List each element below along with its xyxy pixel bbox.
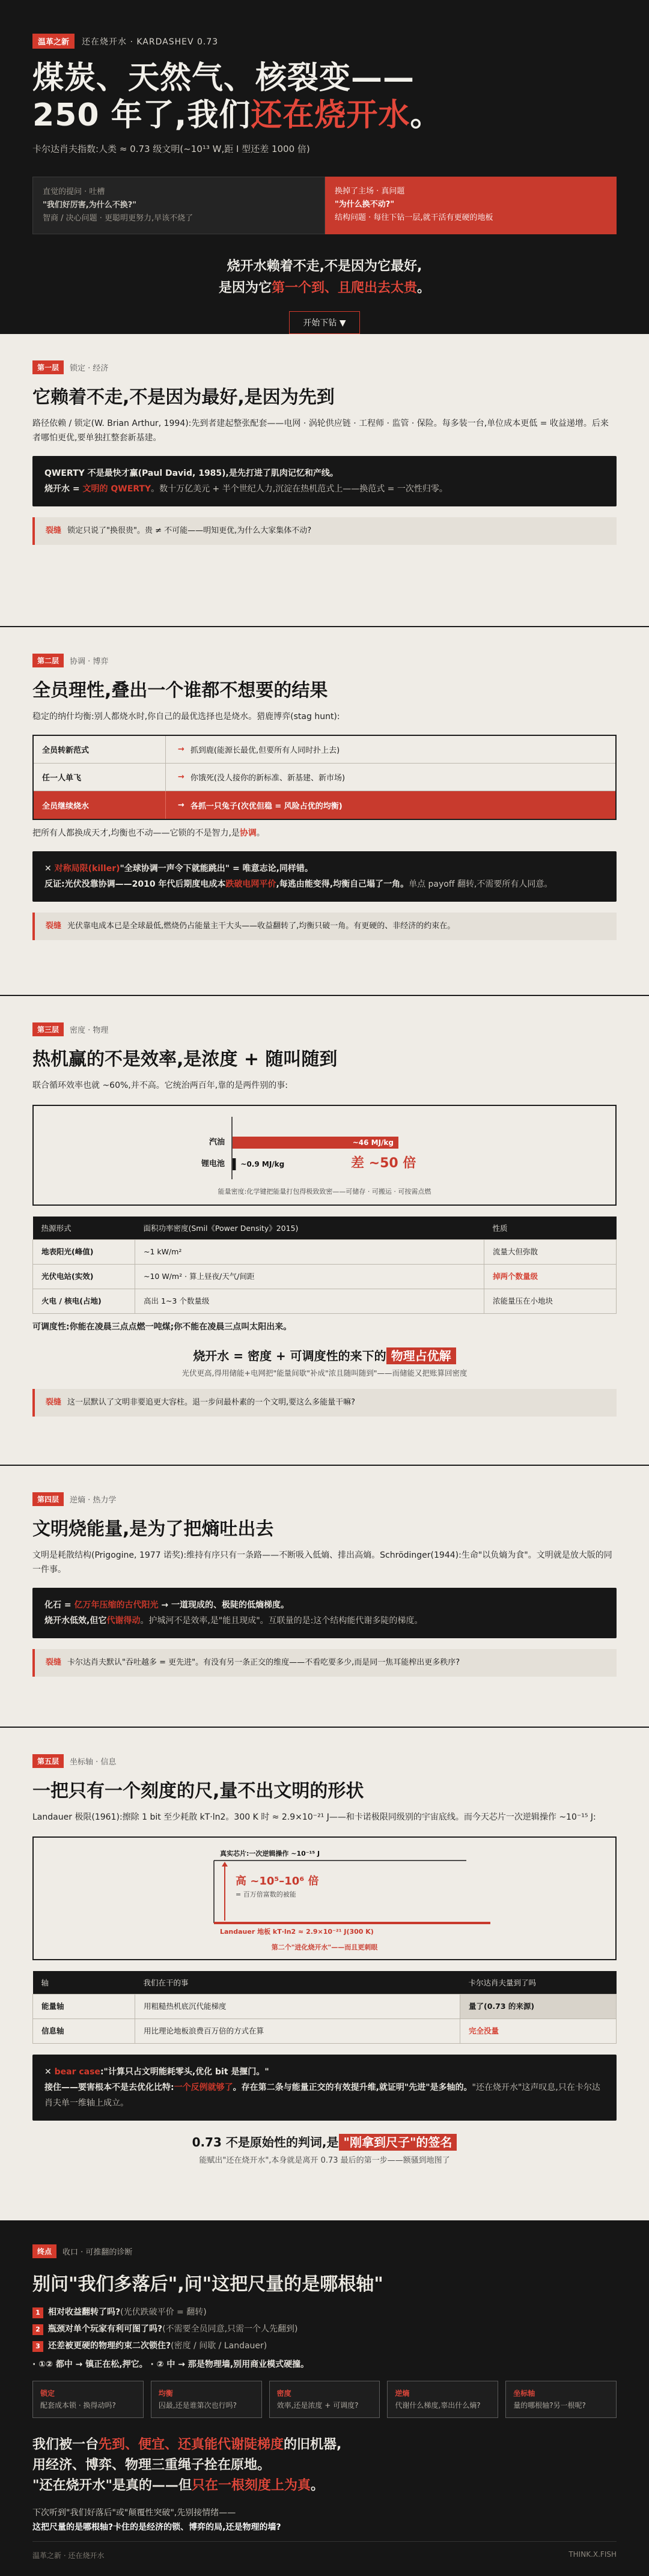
crack-text: 卡尔达肖夫默认"吞吐越多 = 更先进"。有没有另一条正交的维度——不看吃要多少,而是同一焦耳能榨出更多秩序? xyxy=(67,1658,460,1667)
col-header: 面积功率密度(Smil《Power Density》2015) xyxy=(135,1217,484,1240)
gap-multiplier: 高 ~10⁵–10⁶ 倍 xyxy=(236,1875,319,1888)
claim1-post: 的旧机器, xyxy=(284,2437,342,2452)
section-tag xyxy=(32,1022,617,1036)
bar-value-battery: ~0.9 MJ/kg xyxy=(240,1160,285,1168)
cross-icon: ✕ xyxy=(44,864,55,873)
row-choice: 全员继续烧水 xyxy=(34,791,166,819)
final-kicker: 收口 · 可推翻的诊断 xyxy=(62,2248,133,2257)
arrow-right-icon: → xyxy=(178,745,184,754)
energy-density-svg xyxy=(34,1106,615,1204)
col-header: 热源形式 xyxy=(33,1217,135,1240)
cell-source: 光伏电站(实效) xyxy=(33,1265,135,1289)
start-drill-button[interactable]: 开始下钻 ▼ xyxy=(289,311,359,334)
panel-left-question: "我们好厉害,为什么不换?" xyxy=(43,201,137,210)
col-header: 我们在干的事 xyxy=(135,1971,460,1994)
table-row xyxy=(33,1265,617,1289)
cell-activity: 用比理论地板浪费百万倍的方式在算 xyxy=(135,2019,460,2044)
panel-right-note: 结构问题 · 每往下钻一层,就干活有更硬的地板 xyxy=(335,213,493,222)
coord-pre: 把所有人都换成天才,均衡也不动——它锁的不是智力,是 xyxy=(32,828,240,838)
counter2-post: ,每逃由能变得,均衡自己塌了一角。 xyxy=(276,879,409,889)
col-header: 轴 xyxy=(33,1971,135,1994)
section-lockin xyxy=(0,334,649,627)
question-item xyxy=(32,2304,617,2321)
card-desc: 量的哪根轴?另一根呢? xyxy=(513,2401,586,2410)
card-title: 锁定 xyxy=(40,2389,55,2398)
closing-pill: "刚拿到尺子"的签名 xyxy=(339,2134,457,2151)
section-title: 文明烧能量,是为了把熵吐出去 xyxy=(32,1519,274,1540)
layer-kicker: 逆熵 · 热力学 xyxy=(70,1496,117,1505)
final-note-line2: 这把尺量的是哪根轴?卡住的是经济的锁、博弈的局,还是物理的墙? xyxy=(32,2523,281,2532)
cross-icon: ✕ xyxy=(44,2067,55,2077)
hero-title-end: 。 xyxy=(410,97,442,133)
cell-axis: 信息轴 xyxy=(33,2019,135,2044)
cell-axis: 能量轴 xyxy=(33,1994,135,2019)
qwerty-box xyxy=(32,456,617,506)
final-note xyxy=(32,2506,617,2535)
layer-card xyxy=(505,2381,617,2418)
card-desc: 囚最,还是谁第次也行吗? xyxy=(158,2401,237,2410)
crack-text: 这一层默认了文明非要追更大容柱。退一步问最朴素的一个文明,要这么多能量干嘛? xyxy=(67,1398,356,1407)
chart-caption: 能量密度:化学键把能量打包得极致致密——可储存 · 可搬运 · 可按需点燃 xyxy=(218,1188,431,1195)
claim-post: 。 xyxy=(417,281,431,296)
counter2-thin: 单点 payoff 翻转,不需要所有人同意。 xyxy=(409,879,553,889)
bear2-highlight: 一个反例就够了 xyxy=(174,2083,233,2092)
hero-claim-line2 xyxy=(32,278,617,299)
bear-line2 xyxy=(44,2080,605,2111)
bear2-pre: 接住——要害根本不是去优化比特: xyxy=(44,2083,174,2092)
final-note-line1: 下次听到"我们好落后"或"颠覆性突破",先别接情绪—— xyxy=(32,2508,236,2518)
claim-line1 xyxy=(32,2435,617,2455)
row-choice: 全员转新范式 xyxy=(34,736,166,763)
cell-nature: 掉两个数量级 xyxy=(484,1265,617,1289)
layer-badge: 第四层 xyxy=(32,1492,64,1506)
section-entropy xyxy=(0,1466,649,1728)
layer-kicker: 协调 · 博弈 xyxy=(70,657,109,666)
arrow-up-icon xyxy=(222,1862,228,1867)
gap-sub: = 百万倍富数的被能 xyxy=(236,1891,296,1898)
fossil-post: → 一道现成的、极陡的低熵梯度。 xyxy=(158,1600,289,1610)
hero-claim-line1: 烧开水赖着不走,不是因为它最好, xyxy=(227,259,422,274)
q1-text: 相对收益翻转了吗? xyxy=(48,2307,121,2317)
cell-nature: 浓能量压在小地块 xyxy=(484,1289,617,1314)
crack-text: 光伏靠电成本已是全球最低,燃烧仍占能量主干大头——收益翻转了,均衡只破一角。有更硬的、非经济的约束在。 xyxy=(67,922,456,931)
cell-density: ~10 W/m² · 算上昼夜/天气/间距 xyxy=(135,1265,484,1289)
hero-tag: 温革之新 xyxy=(32,34,75,49)
section-equilibrium xyxy=(0,627,649,996)
section-title: 它赖着不走,不是因为最好,是因为先到 xyxy=(32,387,335,408)
hero-tagline xyxy=(32,34,617,49)
claim3-highlight: 只在一根刻度上为真 xyxy=(191,2478,311,2493)
closing-text: 0.73 不是原始性的判词,是 xyxy=(192,2135,339,2149)
section-paragraph: 联合循环效率也就 ~60%,并不高。它统治两百年,靠的是两件别的事: xyxy=(32,1081,288,1090)
crack-label: 裂缝 xyxy=(46,922,62,931)
row-choice: 任一人单飞 xyxy=(34,764,166,791)
crack-callout xyxy=(32,1389,617,1417)
section-paragraph: 稳定的纳什均衡:别人都烧水时,你自己的最优选择也是烧水。猎鹿博弈(stag hunt): xyxy=(32,712,340,721)
panel-left-label: 直觉的提问 · 吐槽 xyxy=(43,187,105,196)
formula-text: 烧开水 = 密度 + 可调度性的来下的 xyxy=(193,1349,386,1363)
layer-cards xyxy=(32,2381,617,2418)
section-title: 热机赢的不是效率,是浓度 + 随叫随到 xyxy=(32,1049,338,1070)
footer-brand[interactable]: THINK.X.FISH xyxy=(568,2550,617,2559)
landauer-label: Landauer 地板 kT·ln2 ≈ 2.9×10⁻²¹ J(300 K) xyxy=(220,1928,374,1936)
bear2-thin: "还在烧开水"这声叹息,只在卡尔达肖夫单一维轴上成立。 xyxy=(44,2083,600,2108)
claim3-post: 。 xyxy=(310,2478,324,2493)
cell-density: ~1 kW/m² xyxy=(135,1240,484,1265)
table-row-highlight xyxy=(34,791,615,819)
qwerty-post: 。数十万亿美元 + 半个世纪人力,沉淀在热机范式上——换范式 = 一次性归零。 xyxy=(151,484,448,494)
formula xyxy=(32,1346,617,1364)
gap-label: 差 ~50 倍 xyxy=(351,1156,416,1171)
q2-note: (不需要全员同意,只需一个人先翻到) xyxy=(162,2324,298,2334)
closing-sub: 能赋出"还在烧开水",本身就是离开 0.73 最后的第一步——额骚到地图了 xyxy=(199,2156,450,2165)
card-desc: 配套成本锁 · 换得动吗? xyxy=(40,2401,116,2410)
power-density-table xyxy=(32,1217,617,1314)
coord-highlight: 协调 xyxy=(239,828,257,838)
energy-density-chart xyxy=(32,1105,617,1206)
layer-badge: 第三层 xyxy=(32,1022,64,1036)
cell-measured: 量了(0.73 的来源) xyxy=(460,1994,617,2019)
bar-value-gasoline: ~46 MJ/kg xyxy=(352,1138,394,1147)
formula-pill: 物理占优解 xyxy=(386,1347,456,1364)
landauer-diagram xyxy=(32,1836,617,1960)
hero-title-line2: 250 年了,我们 xyxy=(32,97,251,133)
counter-line1 xyxy=(44,861,605,876)
claim-line2: 用经济、博弈、物理三重绳子拴在原地。 xyxy=(32,2458,271,2473)
cell-measured: 完全没量 xyxy=(460,2019,617,2044)
diagnostic-questions xyxy=(32,2304,617,2354)
panel-left-note: 智商 / 决心问题 · 更聪明更努力,早该不烧了 xyxy=(43,214,193,223)
col-header: 性质 xyxy=(484,1217,617,1240)
landauer-svg xyxy=(34,1838,615,1959)
table-row xyxy=(33,1289,617,1314)
section-paragraph: 路径依赖 / 锁定(W. Brian Arthur, 1994):先到者建起整张配套——电网 · 涡轮供应链 · 工程师 · 监管 · 保险。每多装一台,单位成本更低 = 收益递增。后来者哪怕更优,要单独扛整套新基建。 xyxy=(32,419,609,443)
fossil2-post: 。护城河不是效率,是"能且现成"。互联量的是:这个结构能代谢多陡的梯度。 xyxy=(140,1616,423,1626)
layer-card xyxy=(151,2381,262,2418)
fossil2-highlight: 代谢得动 xyxy=(106,1616,141,1626)
bear-line1 xyxy=(44,2064,605,2080)
hero-kicker: 还在烧开水 · KARDASHEV 0.73 xyxy=(82,37,219,47)
layer-badge: 第五层 xyxy=(32,1754,64,1768)
crack-label: 裂缝 xyxy=(46,526,62,535)
decision-note: · ①② 都中 → 镇正在松,押它。 · ② 中 → 那是物理墙,别用商业模式硬撞。 xyxy=(32,2360,309,2369)
fossil-box xyxy=(32,1588,617,1638)
row-outcome xyxy=(166,800,343,811)
row-outcome xyxy=(166,771,345,783)
qwerty-pre: 烧开水 = xyxy=(44,484,83,494)
table-row xyxy=(33,1994,617,2019)
counterexample-box xyxy=(32,851,617,902)
fossil-highlight: 亿万年压缩的古代阳光 xyxy=(74,1600,159,1610)
q3-note: (密度 / 间歇 / Landauer) xyxy=(171,2341,267,2351)
table-header-row xyxy=(33,1217,617,1240)
section-tag xyxy=(32,2244,617,2258)
hero-button-wrap xyxy=(32,311,617,334)
coord-post: 。 xyxy=(256,828,265,838)
section-tag xyxy=(32,360,617,374)
final-section xyxy=(0,2220,649,2576)
claim-highlight: 第一个到、且爬出去太贵 xyxy=(271,281,417,296)
fossil-line2 xyxy=(44,1613,605,1629)
final-title: 别问"我们多落后",问"这把尺量的是哪根轴" xyxy=(32,2274,383,2295)
question-item xyxy=(32,2338,617,2354)
hero-subtitle: 卡尔达肖夫指数:人类 ≈ 0.73 级文明(~10¹³ W,距 I 型还差 1000 倍) xyxy=(32,144,310,154)
landauer-floor xyxy=(214,1922,490,1924)
table-row xyxy=(34,764,615,791)
table-row xyxy=(34,736,615,764)
row-outcome xyxy=(166,744,340,755)
row-outcome-text: 抓到鹿(能源长最优,但要所有人同时扑上去) xyxy=(190,746,340,755)
bear-case-box xyxy=(32,2055,617,2121)
coordination-note xyxy=(32,826,617,840)
qwerty-highlight: 文明的 QWERTY xyxy=(82,484,151,494)
section-title: 全员理性,叠出一个谁都不想要的结果 xyxy=(32,680,328,701)
cell-nature: 流量大但弥散 xyxy=(484,1240,617,1265)
claim1-pre: 我们被一台 xyxy=(32,2437,99,2452)
layer-kicker: 密度 · 物理 xyxy=(70,1026,109,1035)
qwerty-line2 xyxy=(44,481,605,497)
final-claim xyxy=(32,2435,617,2496)
cell-source: 地表阳光(峰值) xyxy=(33,1240,135,1265)
crack-callout xyxy=(32,913,617,940)
bar-battery xyxy=(233,1158,236,1170)
crack-callout xyxy=(32,517,617,545)
counter-highlight: 对称局限(killer) xyxy=(54,864,120,873)
number-badge-3: 3 xyxy=(32,2341,43,2352)
layer-badge: 第一层 xyxy=(32,360,64,374)
fossil2-pre: 烧开水低效,但它 xyxy=(44,1616,107,1626)
q3-text: 还差被更硬的物理约束二次锁住? xyxy=(48,2341,171,2351)
panel-right-label: 换掉了主场 · 真问题 xyxy=(335,187,405,196)
final-badge: 终点 xyxy=(32,2244,56,2258)
bar-label-battery: 锂电池 xyxy=(201,1159,225,1168)
counter-line2 xyxy=(44,876,605,892)
bear2-post: 。存在第二条与能量正交的有效提升维,就证明"先进"是多轴的。 xyxy=(233,2083,472,2092)
layer-kicker: 锁定 · 经济 xyxy=(70,364,109,373)
arrow-right-icon: → xyxy=(178,773,184,782)
card-desc: 代谢什么梯度,辜出什么熵? xyxy=(395,2401,481,2410)
crack-label: 裂缝 xyxy=(46,1398,62,1407)
number-badge-1: 1 xyxy=(32,2307,43,2318)
q2-text: 瓶颈对单个玩家有利可图了吗? xyxy=(48,2324,163,2334)
number-badge-2: 2 xyxy=(32,2324,43,2335)
crack-callout xyxy=(32,1649,617,1677)
layer-card xyxy=(269,2381,380,2418)
cell-source: 火电 / 核电(占地) xyxy=(33,1289,135,1314)
cell-activity: 用粗糙热机底沉代能梯度 xyxy=(135,1994,460,2019)
layer-kicker: 坐标轴 · 信息 xyxy=(70,1758,117,1767)
layer-card xyxy=(32,2381,144,2418)
section-tag xyxy=(32,654,617,667)
claim1-highlight: 先到、便宜、还真能代谢陡梯度 xyxy=(99,2437,284,2452)
chip-level-label: 真实芯片:一次逆辑操作 ~10⁻¹⁵ J xyxy=(220,1850,320,1858)
col-header: 卡尔达肖夫量到了吗 xyxy=(460,1971,617,1994)
table-row xyxy=(33,1240,617,1265)
crack-label: 裂缝 xyxy=(46,1658,62,1667)
hero-title xyxy=(32,59,617,134)
counter2-highlight: 跌破电网平价 xyxy=(225,879,276,889)
arrow-right-icon: → xyxy=(178,800,184,810)
card-title: 均衡 xyxy=(158,2389,173,2398)
claim-pre: 是因为它 xyxy=(218,281,272,296)
card-desc: 效率,还是浓度 + 可调度? xyxy=(276,2401,359,2410)
q1-note: (光伏跌破平价 = 翻转) xyxy=(120,2307,207,2317)
counter-post: "全球协调一声令下就能跳出" = 唯意志论,同样错。 xyxy=(120,864,313,873)
section-paragraph: 文明是耗散结构(Prigogine, 1977 诺奖):维持有序只有一条路——不断吸入低熵、排出高熵。Schrödinger(1944):生命"以负熵为食"。文明就是放大版的同一件事。 xyxy=(32,1551,612,1575)
hero-panel-real xyxy=(325,177,617,234)
counter2-pre: 反证:光伏没靠协调——2010 年代后期度电成本 xyxy=(44,879,226,889)
table-row xyxy=(33,2019,617,2044)
bar-label-gasoline: 汽油 xyxy=(209,1138,225,1147)
section-tag xyxy=(32,1754,617,1768)
footer xyxy=(32,2541,617,2560)
card-title: 逆熵 xyxy=(395,2389,410,2398)
hero-panels xyxy=(32,177,617,234)
diagram-caption: 第二个"进化烧开水"——而且更刺眼 xyxy=(271,1943,378,1951)
section-paragraph: Landauer 极限(1961):擦除 1 bit 至少耗散 kT·ln2。300 K 时 ≈ 2.9×10⁻²¹ J——和卡诺极限同级别的宇宙底线。而今天芯片一次逆辑操作 ~10⁻¹⁵ J: xyxy=(32,1812,596,1822)
card-title: 坐标轴 xyxy=(513,2389,535,2398)
formula-sub: 光伏更高,得用储能+电网把"能量间歇"补成"浓且随叫随到"——而储能又把账算回密度 xyxy=(181,1368,468,1378)
fossil-line1 xyxy=(44,1597,605,1613)
cell-density: 高出 1~3 个数量级 xyxy=(135,1289,484,1314)
layer-card xyxy=(387,2381,498,2418)
footer-left: 温革之新 · 还在烧开水 xyxy=(32,2551,105,2560)
section-axis xyxy=(0,1728,649,2220)
claim3-pre: "还在烧开水"是真的——但 xyxy=(32,2478,192,2493)
dispatchability-note: 可调度性:你能在凌晨三点点燃一吨煤;你不能在凌晨三点叫太阳出来。 xyxy=(32,1322,292,1332)
section-density xyxy=(0,996,649,1466)
axis-table xyxy=(32,1971,617,2044)
bear-post: :"计算只占文明能耗零头,优化 bit 是揠门。" xyxy=(100,2067,269,2077)
fossil-pre: 化石 = xyxy=(44,1600,75,1610)
card-title: 密度 xyxy=(276,2389,291,2398)
qwerty-line1: QWERTY 不是最快才赢(Paul David, 1985),是先打进了肌肉记忆和产线。 xyxy=(44,469,338,478)
hero-panel-naive xyxy=(32,177,325,234)
stag-hunt-table xyxy=(32,735,617,820)
hero-title-line1: 煤炭、天然气、核裂变—— xyxy=(32,60,415,96)
question-item xyxy=(32,2321,617,2338)
section-title: 一把只有一个刻度的尺,量不出文明的形状 xyxy=(32,1781,364,1802)
table-header-row xyxy=(33,1971,617,1994)
row-outcome-text: 你饿死(没人接你的新标准、新基建、新市场) xyxy=(190,774,346,783)
hero-section xyxy=(0,0,649,334)
section-tag xyxy=(32,1492,617,1506)
layer-badge: 第二层 xyxy=(32,654,64,667)
panel-right-question: "为什么换不动?" xyxy=(335,200,395,209)
closing-line xyxy=(32,2133,617,2150)
crack-text: 锁定只说了"换很贵"。贵 ≠ 不可能——明知更优,为什么大家集体不动? xyxy=(67,526,312,535)
row-outcome-text: 各抓一只兔子(次优但稳 = 风险占优的均衡) xyxy=(190,801,343,811)
hero-title-highlight: 还在烧开水 xyxy=(251,97,410,133)
claim-line3 xyxy=(32,2476,617,2496)
hero-claim xyxy=(32,256,617,299)
bear-highlight: bear case xyxy=(54,2067,100,2077)
